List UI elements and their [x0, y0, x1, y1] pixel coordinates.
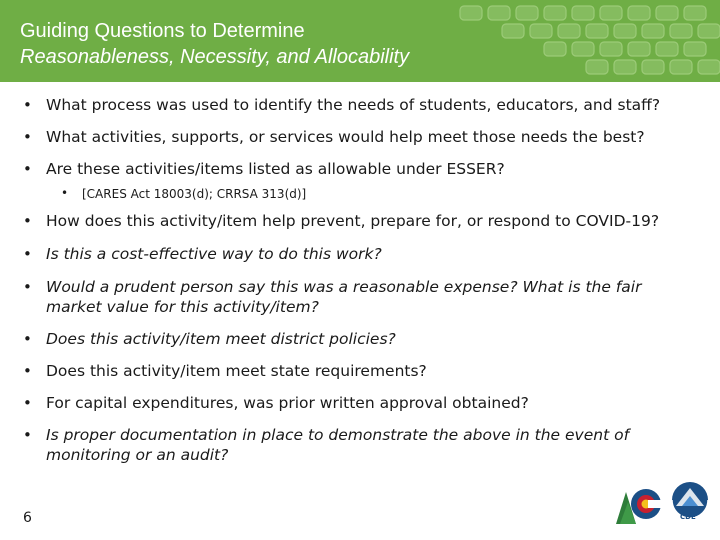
page-title-line2: Reasonableness, Necessity, and Allocability [20, 46, 410, 68]
page-number: 6 [23, 510, 32, 526]
bullet-icon: • [23, 426, 32, 444]
bullet-icon: • [23, 362, 32, 380]
bullet-icon: • [23, 128, 32, 146]
bullet-icon: • [23, 278, 32, 296]
colorado-logo-icon [612, 480, 664, 526]
bullet-list: • What process was used to identify the needs of students, educators, and staff? • What activities, supports, or services would help meet those needs the best? • Are these activities/items listed as allowable under ESSER? • [CARES Act 18003(d); CRRSA 313(d)] • How does this activity/item help prevent, prepare for, or respond to COVID-19? • Is this a cost-effective way to do this work? • Would a prudent person say this was a reasonable expense? What is the fair market value for this activity/item? • Does this activity/item meet district policies? • Does this activity/item meet state requirements? • For capital expenditures, was prior written approval obtained? • Is proper documentation in place to demonstrate the above in the event of monitoring or an audit? [23, 96, 661, 464]
bullet-icon: • [23, 330, 32, 348]
bullet-icon: • [23, 394, 32, 412]
cde-logo-text: CDE [680, 513, 696, 521]
bullet-icon: • [23, 96, 32, 114]
bullet-icon: • [61, 186, 69, 200]
bullet-icon: • [23, 212, 32, 230]
page-title-line1: Guiding Questions to Determine [20, 20, 305, 42]
bullet-icon: • [23, 160, 32, 178]
bullet-icon: • [23, 245, 32, 263]
